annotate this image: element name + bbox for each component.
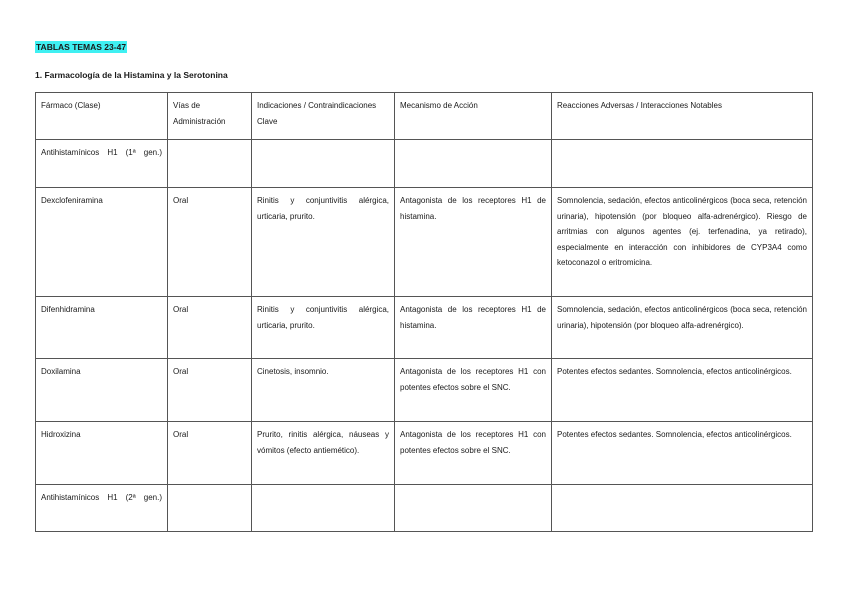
adverse-effects: Potentes efectos sedantes. Somnolencia, efectos anticolinérgicos. [552,422,813,485]
indications: Rinitis y conjuntivitis alérgica, urticaria, prurito. [252,188,395,297]
route: Oral [168,188,252,297]
group-label: Antihistamínicos H1 (2ª gen.) [36,485,168,532]
indications: Cinetosis, insomnio. [252,359,395,422]
adverse-effects: Somnolencia, sedación, efectos anticolinérgicos (boca seca, retención urinaria), hipotensión (por bloqueo alfa-adrenérgico). [552,297,813,359]
header-indications: Indicaciones / Contraindicaciones Clave [252,93,395,140]
route: Oral [168,359,252,422]
table-row [36,188,813,297]
drug-name: Doxilamina [36,359,168,422]
table-row [36,297,813,359]
header-route: Vías de Administración [168,93,252,140]
drug-name: Dexclofeniramina [36,188,168,297]
table-header-row [36,93,813,140]
section-title: 1. Farmacología de la Histamina y la Serotonina [35,70,228,80]
document-title: TABLAS TEMAS 23-47 [36,42,127,52]
indications: Prurito, rinitis alérgica, náuseas y vómitos (efecto antiemético). [252,422,395,485]
table-row [36,359,813,422]
adverse-effects: Potentes efectos sedantes. Somnolencia, efectos anticolinérgicos. [552,359,813,422]
adverse-effects: Somnolencia, sedación, efectos anticolinérgicos (boca seca, retención urinaria), hipotensión (por bloqueo alfa-adrenérgico). Riesgo de arritmias con algunos agentes (ej. terfenadina, ya retirado), especialmente en interacción con inhibidores de CYP3A4 como ketoconazol o eritromicina. [552,188,813,297]
header-drug: Fármaco (Clase) [36,93,168,140]
mechanism: Antagonista de los receptores H1 con potentes efectos sobre el SNC. [395,422,552,485]
route: Oral [168,297,252,359]
drug-name: Hidroxizina [36,422,168,485]
mechanism: Antagonista de los receptores H1 con potentes efectos sobre el SNC. [395,359,552,422]
header-mechanism: Mecanismo de Acción [395,93,552,140]
group-row [36,485,813,532]
drug-name: Difenhidramina [36,297,168,359]
mechanism: Antagonista de los receptores H1 de histamina. [395,297,552,359]
group-label: Antihistamínicos H1 (1ª gen.) [36,140,168,188]
pharmacology-table [35,92,813,532]
group-row [36,140,813,188]
indications: Rinitis y conjuntivitis alérgica, urticaria, prurito. [252,297,395,359]
table-row [36,422,813,485]
route: Oral [168,422,252,485]
mechanism: Antagonista de los receptores H1 de histamina. [395,188,552,297]
header-adverse: Reacciones Adversas / Interacciones Notables [552,93,813,140]
